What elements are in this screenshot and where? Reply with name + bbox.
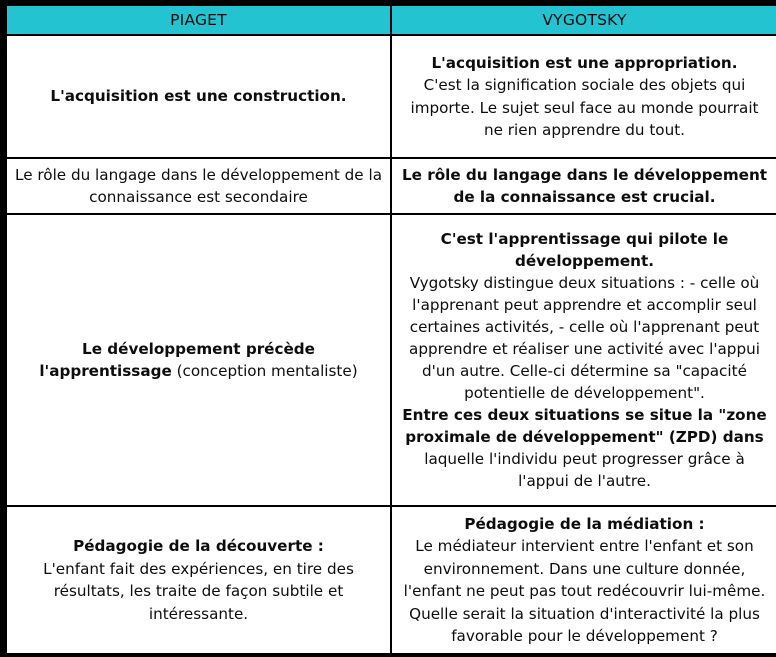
cell-text-regular-secondary: laquelle l'individu peut progresser grâce à l'appui de l'autre. [424, 450, 745, 491]
column-header-piaget: PIAGET [6, 5, 391, 35]
cell-text-regular: Vygotsky distingue deux situations : - celle où l'apprenant peut apprendre et accomplir seul certaines activités, - celle où l'apprenant peut apprendre et réaliser une activité avec l'appui d'un autre. Celle-ci détermine sa "capacité potentielle de développement". [409, 273, 760, 403]
cell-text-bold: C'est l'apprentissage qui pilote le développement. [440, 229, 729, 270]
cell-content [15, 164, 382, 209]
cell-text-bold-secondary: Entre ces deux situations se situe la "zone proximale de développement" (ZPD) dans [402, 406, 767, 447]
cell-text-regular: Le médiateur intervient entre l'enfant et son environnement. Dans une culture donnée, l'enfant ne peut pas tout redécouvrir lui-même. Quelle serait la situation d'interactivité la plus favorable pour le développement ? [403, 537, 766, 645]
cell-content [400, 228, 769, 492]
cell-piaget-langage [6, 158, 391, 214]
cell-text-bold: Le rôle du langage dans le développement de la connaissance est crucial. [401, 165, 768, 206]
cell-content [400, 52, 769, 142]
header-row [6, 5, 776, 35]
cell-text-regular: (conception mentaliste) [176, 362, 358, 380]
cell-content [400, 513, 769, 648]
cell-text-bold: L'acquisition est une appropriation. [431, 53, 738, 72]
cell-vygotsky-langage [391, 158, 776, 214]
table-row [6, 214, 776, 506]
piaget-vygotsky-comparison-table [5, 4, 776, 655]
cell-text-bold: L'acquisition est une construction. [50, 87, 347, 106]
cell-text-regular: C'est la signification sociale des objets qui importe. Le sujet seul face au monde pourrait ne rien apprendre du tout. [410, 76, 759, 139]
cell-text-bold: Pédagogie de la découverte : [73, 537, 324, 555]
table-row [6, 158, 776, 214]
cell-piaget-developpement [6, 214, 391, 506]
cell-vygotsky-acquisition [391, 35, 776, 158]
cell-vygotsky-pedagogie [391, 506, 776, 654]
cell-text-bold: Pédagogie de la médiation : [464, 514, 705, 533]
table-header [6, 5, 776, 35]
cell-content [15, 85, 382, 108]
table-row [6, 35, 776, 158]
cell-content [400, 164, 769, 209]
cell-text-regular: Le rôle du langage dans le développement de la connaissance est secondaire [15, 165, 383, 206]
table-row [6, 506, 776, 654]
cell-content [15, 535, 382, 625]
column-header-vygotsky: VYGOTSKY [391, 5, 776, 35]
cell-text-bold: Le développement précède l'apprentissage [39, 339, 315, 380]
cell-piaget-acquisition [6, 35, 391, 158]
cell-piaget-pedagogie [6, 506, 391, 654]
cell-vygotsky-developpement [391, 214, 776, 506]
cell-text-regular: L'enfant fait des expériences, en tire des résultats, les traite de façon subtile et intéressante. [43, 559, 354, 623]
cell-content [15, 338, 382, 383]
table-body [6, 35, 776, 654]
